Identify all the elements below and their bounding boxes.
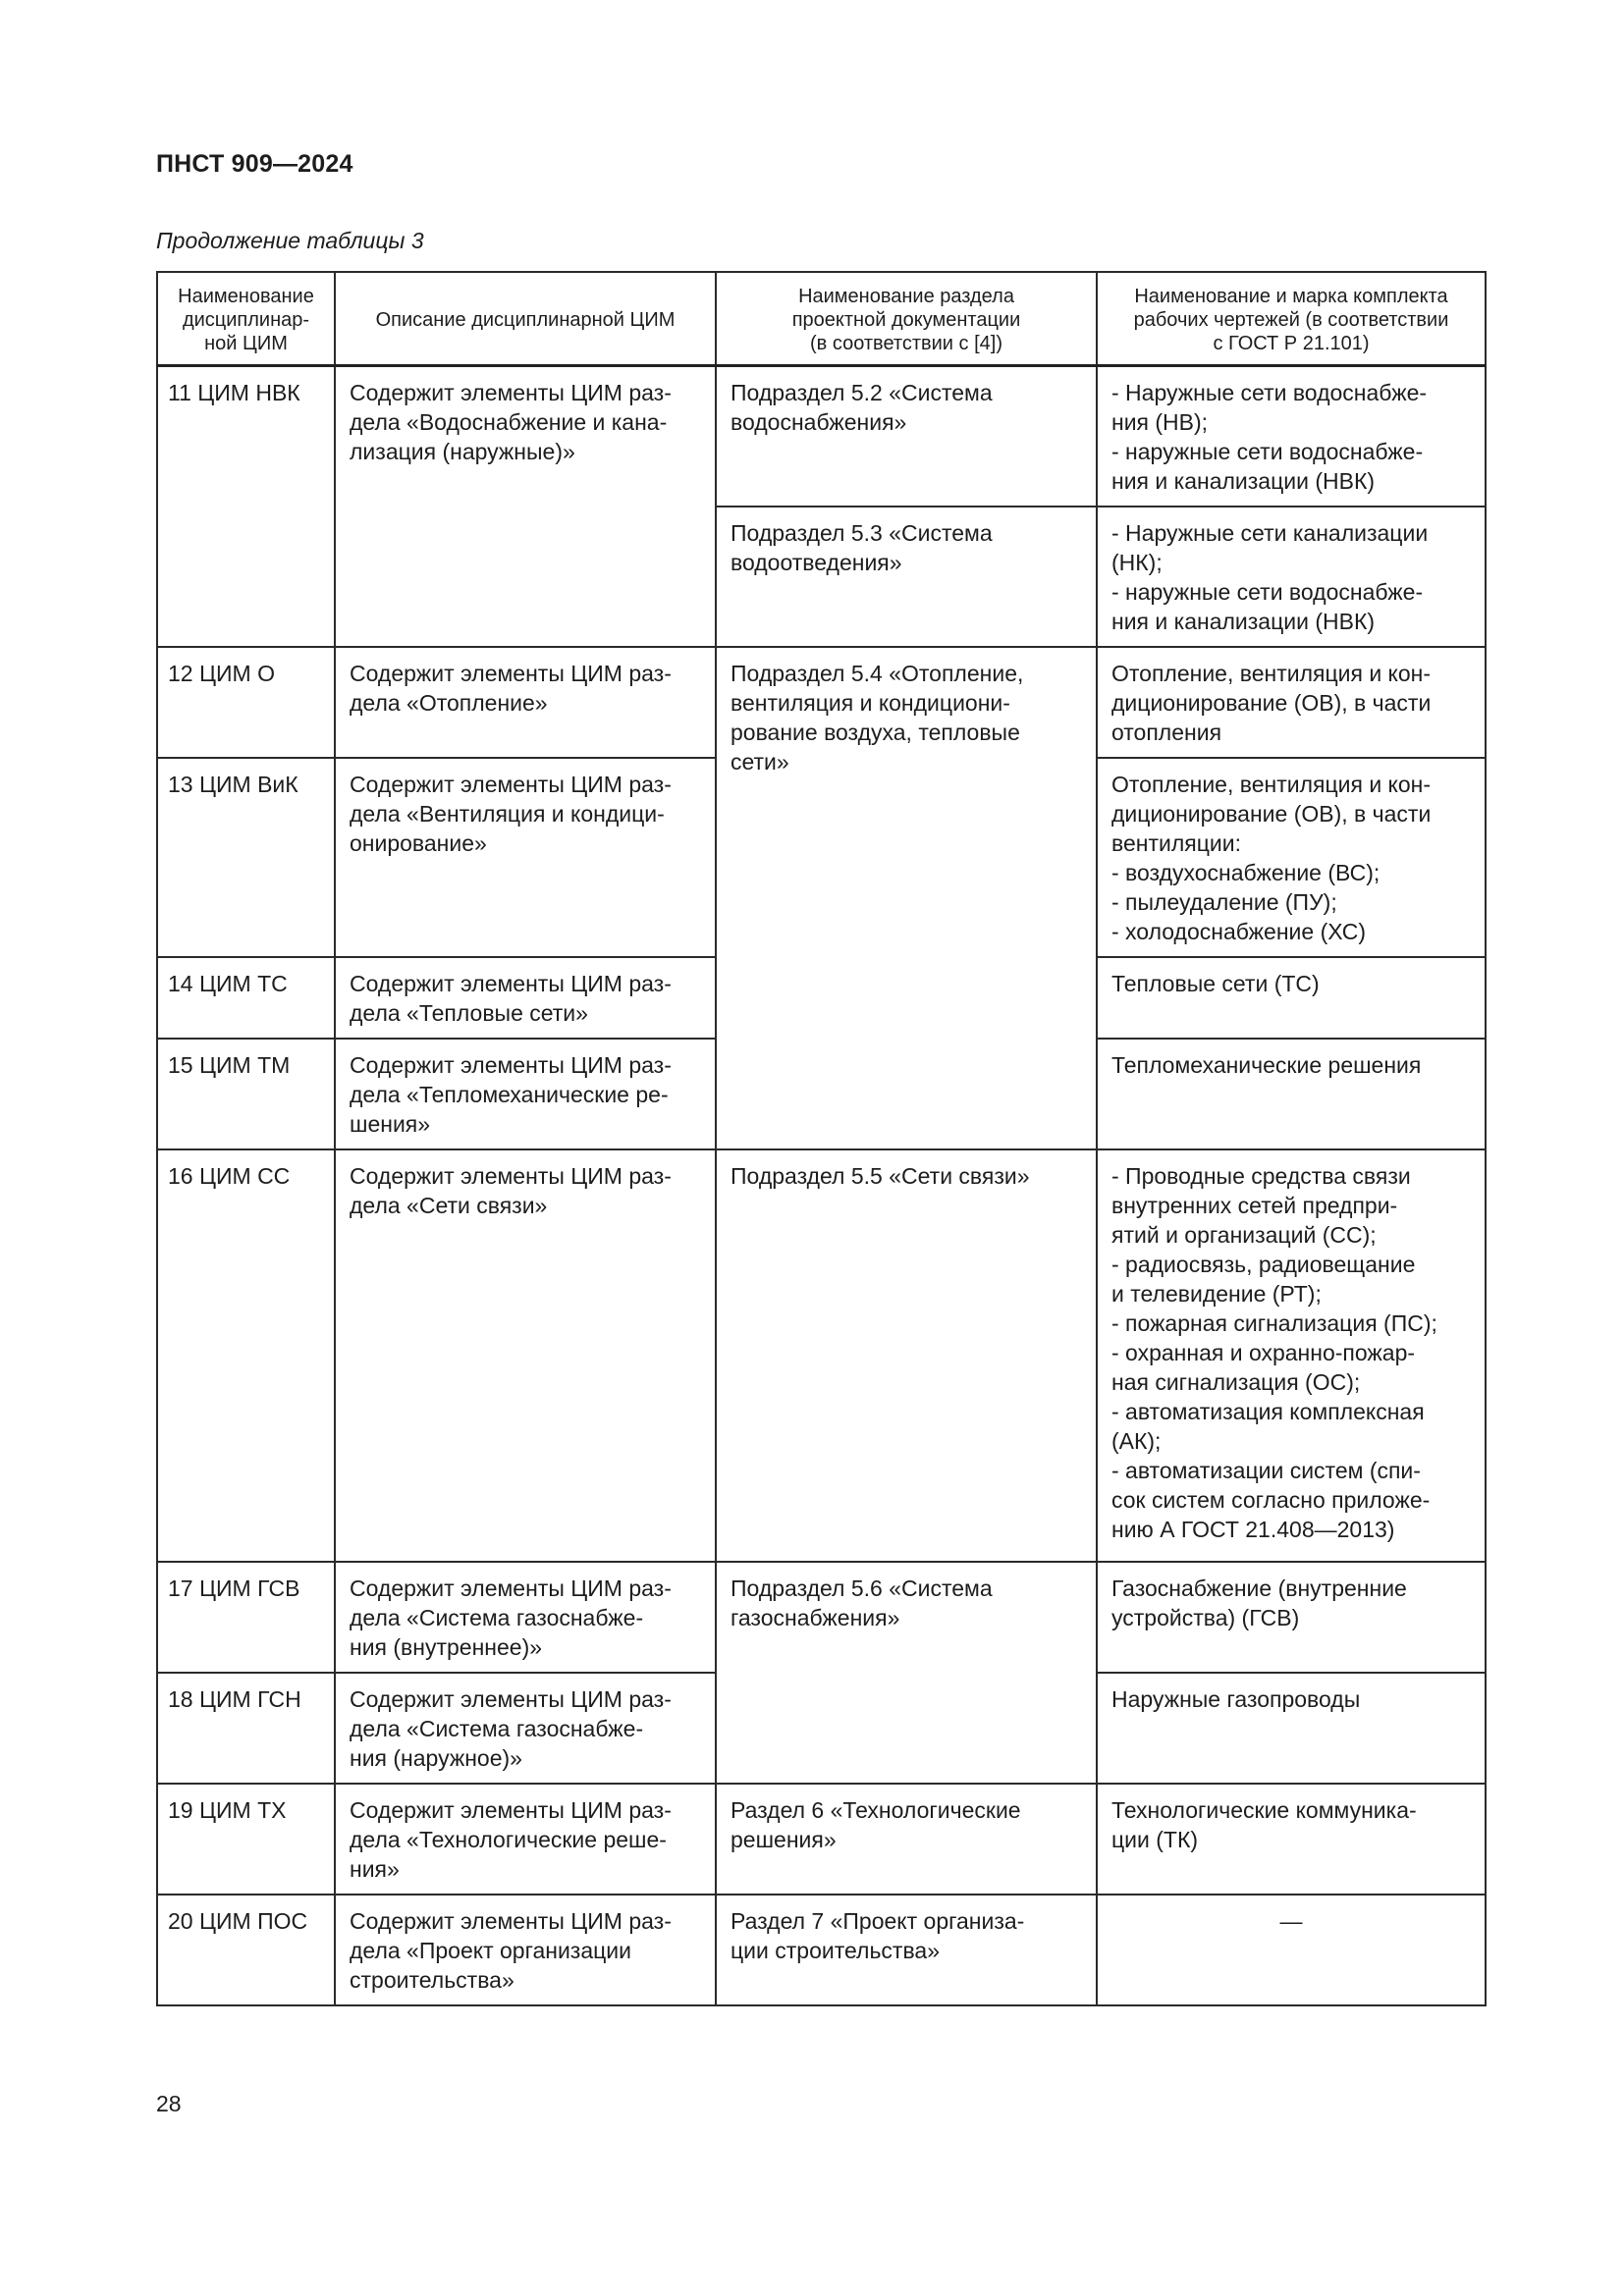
section-cell: Подраздел 5.3 «Система водоотведения»	[716, 507, 1097, 647]
column-header-description: Описание дисциплинарной ЦИМ	[335, 272, 716, 366]
description-cell: Содержит элементы ЦИМ раз- дела «Система газоснабже- ния (внутреннее)»	[335, 1562, 716, 1673]
description-cell: Содержит элементы ЦИМ раз- дела «Тепломеханические ре- шения»	[335, 1039, 716, 1149]
column-header-model-name: Наименование дисциплинар- ной ЦИМ	[157, 272, 335, 366]
drawing-set-cell: Тепломеханические решения	[1097, 1039, 1486, 1149]
model-name-cell: 16 ЦИМ СС	[157, 1149, 335, 1562]
drawing-set-cell: - Проводные средства связи внутренних сетей предпри- ятий и организаций (СС); - радиосвязь, радиовещание и телевидение (РТ); - пожарная сигнализация (ПС); - охранная и охранно-пожар- ная сигнализация (ОС); - автоматизация комплексная (АК); - автоматизации систем (спи- сок систем согласно приложе- нию А ГОСТ 21.408—2013)	[1097, 1149, 1486, 1562]
page-number: 28	[156, 2091, 182, 2116]
model-name-cell: 18 ЦИМ ГСН	[157, 1673, 335, 1784]
table-row	[157, 647, 1486, 758]
model-name-cell: 19 ЦИМ ТХ	[157, 1784, 335, 1895]
section-cell: Подраздел 5.4 «Отопление, вентиляция и кондициони- рование воздуха, тепловые сети»	[716, 647, 1097, 1149]
model-name-cell: 20 ЦИМ ПОС	[157, 1895, 335, 2005]
model-name-cell: 17 ЦИМ ГСВ	[157, 1562, 335, 1673]
model-name-cell: 12 ЦИМ О	[157, 647, 335, 758]
model-name-cell: 13 ЦИМ ВиК	[157, 758, 335, 957]
model-name-cell: 11 ЦИМ НВК	[157, 366, 335, 648]
table-row	[157, 366, 1486, 507]
section-cell: Подраздел 5.2 «Система водоснабжения»	[716, 366, 1097, 507]
description-cell: Содержит элементы ЦИМ раз- дела «Сети связи»	[335, 1149, 716, 1562]
description-cell: Содержит элементы ЦИМ раз- дела «Водоснабжение и кана- лизация (наружные)»	[335, 366, 716, 648]
section-cell: Раздел 6 «Технологические решения»	[716, 1784, 1097, 1895]
drawing-set-cell: Отопление, вентиляция и кон- диционирование (ОВ), в части вентиляции: - воздухоснабжение (ВС); - пылеудаление (ПУ); - холодоснабжение (ХС)	[1097, 758, 1486, 957]
drawing-set-cell: Газоснабжение (внутренние устройства) (ГСВ)	[1097, 1562, 1486, 1673]
model-name-cell: 15 ЦИМ ТМ	[157, 1039, 335, 1149]
table-row	[157, 1149, 1486, 1562]
drawing-set-cell: - Наружные сети канализации (НК); - наружные сети водоснабже- ния и канализации (НВК)	[1097, 507, 1486, 647]
table-header-row	[157, 272, 1486, 366]
description-cell: Содержит элементы ЦИМ раз- дела «Технологические реше- ния»	[335, 1784, 716, 1895]
drawing-set-cell: Тепловые сети (ТС)	[1097, 957, 1486, 1039]
drawing-set-cell: Технологические коммуника- ции (ТК)	[1097, 1784, 1486, 1895]
document-code: ПНСТ 909—2024	[156, 150, 353, 178]
table-row	[157, 1784, 1486, 1895]
disciplinary-models-table	[156, 271, 1487, 2006]
drawing-set-cell: Отопление, вентиляция и кон- диционирование (ОВ), в части отопления	[1097, 647, 1486, 758]
drawing-set-cell: - Наружные сети водоснабже- ния (НВ); - наружные сети водоснабже- ния и канализации (НВК)	[1097, 366, 1486, 507]
description-cell: Содержит элементы ЦИМ раз- дела «Тепловые сети»	[335, 957, 716, 1039]
table-row	[157, 1895, 1486, 2005]
column-header-drawing-set: Наименование и марка комплекта рабочих чертежей (в соответствии с ГОСТ Р 21.101)	[1097, 272, 1486, 366]
section-cell: Подраздел 5.6 «Система газоснабжения»	[716, 1562, 1097, 1784]
section-cell: Подраздел 5.5 «Сети связи»	[716, 1149, 1097, 1562]
section-cell: Раздел 7 «Проект организа- ции строительства»	[716, 1895, 1097, 2005]
drawing-set-cell: Наружные газопроводы	[1097, 1673, 1486, 1784]
model-name-cell: 14 ЦИМ ТС	[157, 957, 335, 1039]
drawing-set-cell: —	[1097, 1895, 1486, 2005]
description-cell: Содержит элементы ЦИМ раз- дела «Отопление»	[335, 647, 716, 758]
description-cell: Содержит элементы ЦИМ раз- дела «Система газоснабже- ния (наружное)»	[335, 1673, 716, 1784]
description-cell: Содержит элементы ЦИМ раз- дела «Вентиляция и кондици- онирование»	[335, 758, 716, 957]
table-caption: Продолжение таблицы 3	[156, 228, 424, 253]
description-cell: Содержит элементы ЦИМ раз- дела «Проект организации строительства»	[335, 1895, 716, 2005]
table-row	[157, 1562, 1486, 1673]
column-header-design-section: Наименование раздела проектной документации (в соответствии с [4])	[716, 272, 1097, 366]
